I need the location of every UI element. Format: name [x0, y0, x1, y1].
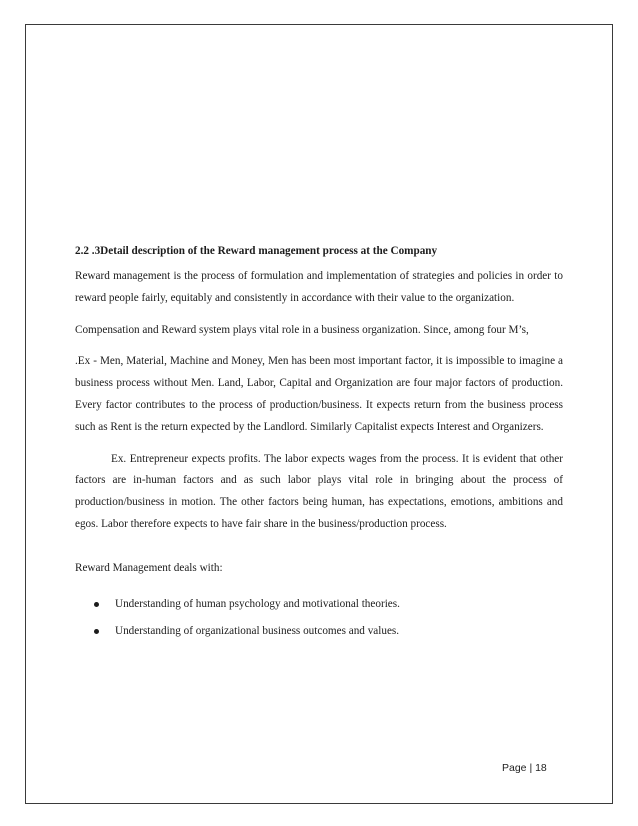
bullet-list — [75, 594, 563, 644]
list-item-text: Understanding of organizational business outcomes and values. — [115, 625, 400, 638]
section-heading: 2.2 .3Detail description of the Reward management process at the Company — [75, 245, 438, 257]
list-intro: Reward Management deals with: — [75, 561, 223, 574]
list-item — [75, 621, 563, 643]
paragraph-compensation: Compensation and Reward system plays vital role in a business organization. Since, among four M’s, — [75, 323, 529, 336]
list-item — [75, 594, 563, 616]
list-item-text: Understanding of human psychology and motivational theories. — [115, 597, 400, 610]
paragraph-definition: Reward management is the process of formulation and implementation of strategies and policies in order to reward people fairly, equitably and consistently in accordance with their value to the organization. — [75, 270, 563, 304]
page-number: Page | 18 — [502, 762, 547, 774]
document-body — [75, 241, 563, 649]
bullet-icon — [94, 629, 99, 634]
paragraph-entrepreneur: Ex. Entrepreneur expects profits. The labor expects wages from the process. It is evident that other factors are in-human factors and as such labor plays vital role in bringing about the process of production/business in motion. The other factors being human, has expectations, emotions, ambitions and egos. Labor therefore expects to have fair share in the business/production process. — [75, 452, 563, 530]
bullet-icon — [94, 602, 99, 607]
paragraph-factors: .Ex - Men, Material, Machine and Money, Men has been most important factor, it is impossible to imagine a business process without Men. Land, Labor, Capital and Organization are four major factors of production. Every factor contributes to the process of production/business. It expects return from the business process such as Rent is the return expected by the Landlord. Similarly Capitalist expects Interest and Organizers. — [75, 355, 563, 433]
